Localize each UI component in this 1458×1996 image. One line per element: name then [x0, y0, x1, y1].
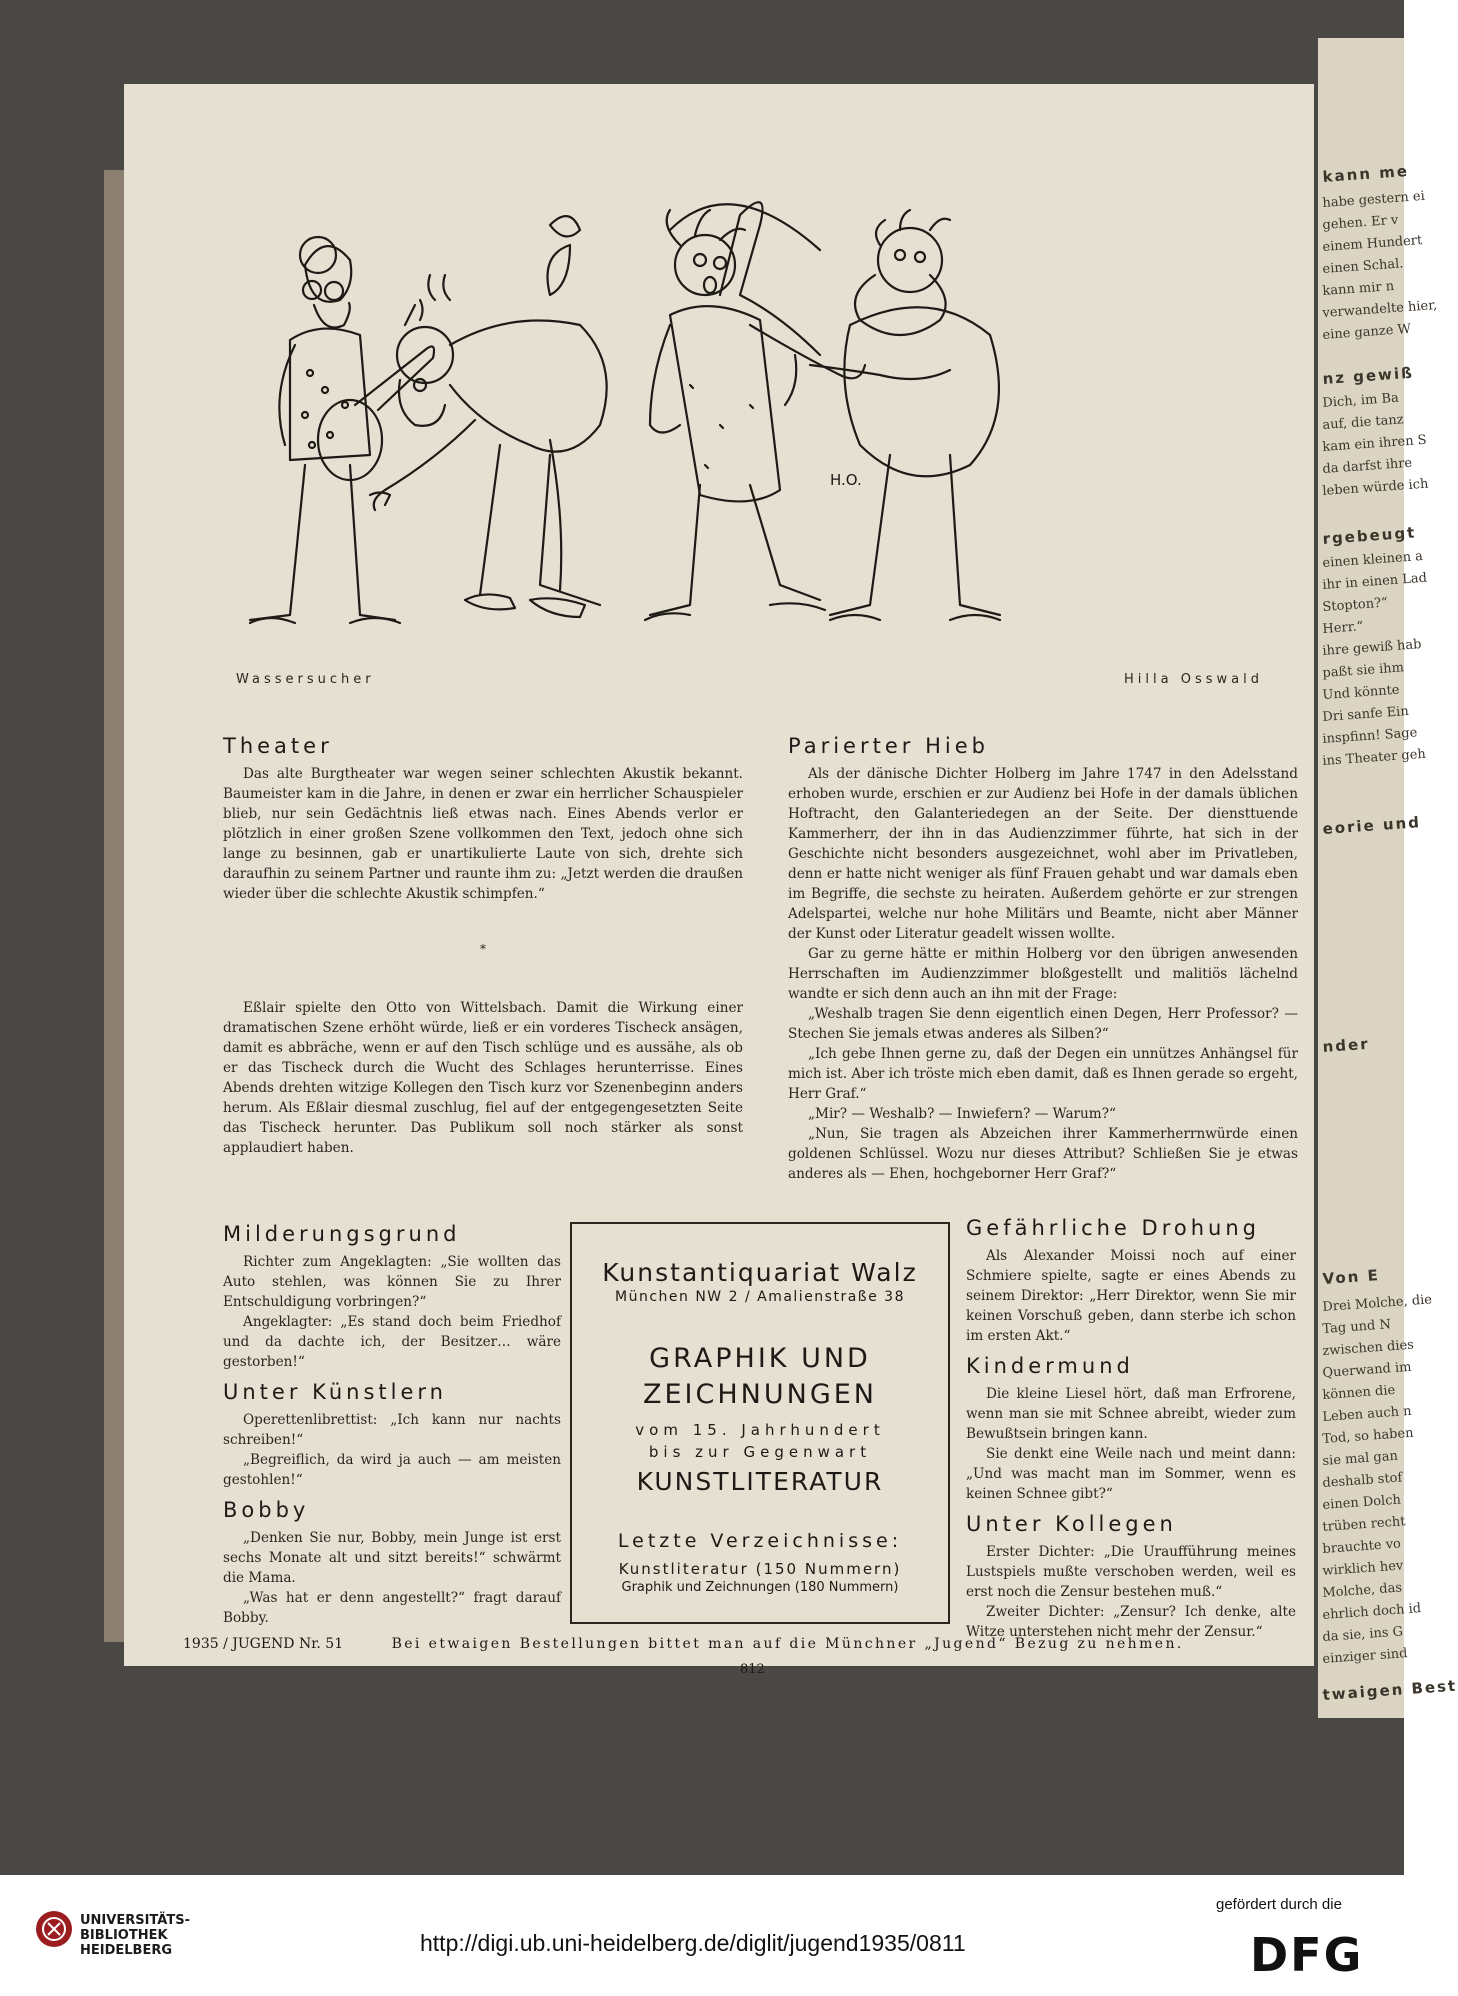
kuenstler-paragraph-2: „Begreiflich, da wird ja auch — am meisten gestohlen!“	[223, 1452, 561, 1488]
next-page-line: auf, die tanz	[1322, 412, 1405, 433]
caption-right: Hilla Osswald	[1124, 672, 1263, 687]
next-page-line: Dri sanfe Ein	[1322, 703, 1410, 725]
ad-kunstliteratur: KUNSTLITERATUR	[636, 1467, 884, 1496]
next-page-heading: kann me	[1322, 161, 1410, 186]
cartoon-illustration	[250, 205, 1250, 645]
source-url-link[interactable]: http://digi.ub.uni-heidelberg.de/diglit/jugend1935/0811	[420, 1930, 966, 1956]
next-page-line: deshalb stof	[1322, 1470, 1403, 1491]
parierter-paragraph-2: Gar zu gerne hätte er mithin Holberg vor den übrigen anwesenden Herrschaften im Audienzzimmer bloßgestellt und malitiös lächelnd wandte er sich denn auch an ihn mit der Frage:	[788, 946, 1298, 1002]
ad-headline-1: GRAPHIK UND	[649, 1343, 871, 1374]
next-page-line: Molche, das	[1322, 1580, 1403, 1601]
next-page-footer: twaigen Best	[1322, 1676, 1458, 1704]
next-page-line: einen kleinen a	[1322, 548, 1424, 571]
section-title-unter-kuenstlern: Unter Künstlern	[223, 1380, 447, 1404]
column-parierter-hieb	[788, 734, 1298, 1184]
next-page-line: ihre gewiß hab	[1322, 637, 1422, 659]
library-name-line-1: UNIVERSITÄTS-	[80, 1913, 190, 1928]
kindermund-paragraph-1: Die kleine Liesel hört, daß man Erfrorene, wenn man sie mit Schnee abreibt, wieder zum Bewußtsein bringen kann.	[966, 1386, 1296, 1442]
bobby-paragraph-2: „Was hat er denn angestellt?“ fragt darauf Bobby.	[223, 1590, 561, 1626]
parierter-paragraph-5: „Mir? — Weshalb? — Inwiefern? — Warum?“	[808, 1106, 1116, 1122]
section-title-theater: Theater	[223, 734, 333, 758]
adjacent-page	[1318, 38, 1458, 1718]
dfg-logo: DFG	[1250, 1928, 1364, 1982]
milderung-paragraph-2: Angeklagter: „Es stand doch beim Friedhof und da dachte ich, der Besitzer… wäre gestorben!“	[223, 1314, 561, 1370]
section-title-gefaehrliche-drohung: Gefährliche Drohung	[966, 1216, 1260, 1240]
next-page-line: gehen. Er v	[1322, 212, 1399, 233]
next-page-line: einziger sind	[1322, 1646, 1408, 1667]
binding-edge	[104, 170, 126, 1642]
library-name-line-3: HEIDELBERG	[80, 1943, 173, 1958]
milderung-paragraph-1: Richter zum Angeklagten: „Sie wollten das Auto stehlen, was können Sie zu Ihrer Entschuldigung vorbringen?“	[223, 1254, 561, 1310]
next-page-line: leben würde ich	[1322, 476, 1429, 499]
ad-period-1: vom 15. Jahrhundert	[635, 1421, 885, 1439]
column-lower-right	[966, 1216, 1296, 1642]
kollegen-paragraph-1: Erster Dichter: „Die Uraufführung meines Lustspiels mußte verschoben werden, weil es erst noch die Zensur bestehen muß.“	[966, 1544, 1296, 1600]
ad-company-name: Kunstantiquariat Walz	[602, 1258, 918, 1287]
next-page-line: Und könnte	[1322, 682, 1401, 703]
column-lower-left	[223, 1222, 561, 1628]
kuenstler-paragraph-1: Operettenlibrettist: „Ich kann nur nachts schreiben!“	[223, 1412, 561, 1448]
next-page-line: zwischen dies	[1322, 1337, 1415, 1359]
next-page-line: inspfinn! Sage	[1322, 725, 1418, 747]
next-page-line: brauchte vo	[1322, 1536, 1402, 1557]
ad-address: München NW 2 / Amalienstraße 38	[615, 1289, 905, 1305]
drohung-paragraph-1: Als Alexander Moissi noch auf einer Schmiere spielte, sagte er eines Abends zu seinem Direktor: „Herr Direktor, wenn Sie mir keinen Vorschuß geben, dann sterbe ich schon im ersten Akt.“	[966, 1248, 1296, 1344]
next-page-line: Tag und N	[1322, 1317, 1392, 1337]
kindermund-paragraph-2: Sie denkt eine Weile nach und meint dann: „Und was macht man im Sommer, wenn es keinen Schnee gibt?“	[966, 1446, 1296, 1502]
next-page-heading: Von E	[1322, 1266, 1381, 1288]
library-name	[80, 1913, 190, 1958]
illustration-signature: H.O.	[830, 471, 862, 489]
next-page-line: Querwand im	[1322, 1359, 1412, 1381]
separator-star: *	[480, 942, 486, 956]
ad-catalog-2: Graphik und Zeichnungen (180 Nummern)	[621, 1580, 899, 1595]
column-theater	[223, 734, 743, 1158]
theater-paragraph-2: Eßlair spielte den Otto von Wittelsbach. Damit die Wirkung einer dramatischen Szene erhöht würde, ließ er ein vorderes Tischeck ansägen, damit es abbräche, wenn er auf den Tisch schlüge und es aussähe, als ob er das Tischeck durch die Wucht des Schlages herunterrisse. Eines Abends drehten witzige Kollegen den Tisch kurz vor Szenenbeginn anders herum. Als Eßlair diesmal zuschlug, fiel auf der entgegengesetzten Seite das Tischeck herunter. Das Publikum soll noch stärker als sonst applaudiert haben.	[223, 1000, 743, 1156]
parierter-paragraph-6: „Nun, Sie tragen als Abzeichen ihrer Kammerherrnwürde einen goldenen Schlüssel. Wozu nur dieses Attribut? Schließen Sie je etwas anderes als — Ehen, hochgeborner Herr Graf?“	[788, 1126, 1298, 1182]
ad-catalog-1: Kunstliteratur (150 Nummern)	[618, 1560, 902, 1578]
caption-left: Wassersucher	[236, 672, 375, 687]
next-page-line: ihr in einen Lad	[1322, 570, 1428, 593]
ad-catalogs-heading: Letzte Verzeichnisse:	[617, 1530, 903, 1552]
section-title-parierter-hieb: Parierter Hieb	[788, 734, 989, 758]
next-page-line: habe gestern ei	[1322, 188, 1426, 211]
parierter-paragraph-4: „Ich gebe Ihnen gerne zu, daß der Degen ein unnützes Anhängsel für mich ist. Aber ich tröste mich eben damit, daß es Ihnen gerade so ergeht, Herr Graf.“	[788, 1046, 1298, 1102]
ad-period-2: bis zur Gegenwart	[648, 1443, 872, 1461]
next-page-line: trüben recht	[1322, 1514, 1406, 1535]
next-page-line: Drei Molche, die	[1322, 1292, 1433, 1315]
next-page-line: verwandelte hier,	[1322, 297, 1438, 321]
next-page-line: eine ganze W	[1322, 321, 1412, 343]
issue-label: 1935 / JUGEND Nr. 51	[183, 1636, 344, 1652]
next-page-line: da darfst ihre	[1322, 455, 1413, 477]
next-page-line: paßt sie ihm	[1322, 660, 1405, 681]
next-page-heading: eorie und	[1322, 813, 1422, 838]
next-page-line: können die	[1322, 1382, 1396, 1403]
section-title-kindermund: Kindermund	[966, 1354, 1134, 1378]
kollegen-paragraph-2: Zweiter Dichter: „Zensur? Ich denke, alte Witze unterstehen nicht mehr der Zensur.“	[966, 1604, 1296, 1640]
next-page-line: sie mal gan	[1322, 1448, 1399, 1469]
parierter-paragraph-3: „Weshalb tragen Sie denn eigentlich einen Degen, Herr Professor? — Stechen Sie jemals etwas anderes als Silben?“	[788, 1006, 1298, 1042]
page-number: 812	[740, 1662, 765, 1677]
next-page-line: ins Theater geh	[1322, 746, 1427, 769]
parierter-paragraph-1: Als der dänische Dichter Holberg im Jahre 1747 in den Adelsstand erhoben wurde, erschien er zur Audienz bei Hofe in der damals üblichen Hoftracht, den Galanteriedegen an der Seite. Der diensttuende Kammerherr, der ihn in das Audienzzimmer führte, hat sich in der Geschichte nicht besonders ausgezeichnet, wohl aber im Privatleben, denn er hatte nicht weniger als fünf Frauen gehabt und war damals eben im Begriffe, die sechste zu heiraten. Außerdem gehörte er zur strengen Adelspartei, welche nur hohe Militärs und Beamte, nicht aber Männer der Kunst oder Literatur geadelt wissen wollte.	[788, 766, 1298, 942]
next-page-line: kann mir n	[1322, 278, 1395, 299]
next-page-line: da sie, ins G	[1322, 1624, 1404, 1645]
next-page-line: einen Schal.	[1322, 256, 1404, 277]
next-page-line: Dich, im Ba	[1322, 390, 1400, 411]
next-page-line: Tod, so haben	[1322, 1425, 1415, 1447]
funding-label: gefördert durch die	[1216, 1896, 1342, 1913]
library-name-line-2: BIBLIOTHEK	[80, 1928, 168, 1943]
theater-paragraph-1: Das alte Burgtheater war wegen seiner schlechten Akustik bekannt. Baumeister kam in die Jahre, in denen er zwar ein herrlicher Schauspieler blieb, nur sein Gedächtnis ließ etwas nach. Eines Abends verlor er plötzlich in einer großen Szene vollkommen den Text, jedoch ohne sich lange zu besinnen, gab er unartikulierte Laute von sich, drehte sich daraufhin zu seinem Partner und raunte ihm zu: „Jetzt werden die draußen wieder über die schlechte Akustik schimpfen.“	[223, 766, 743, 902]
section-title-milderungsgrund: Milderungsgrund	[223, 1222, 461, 1246]
next-page-line: ehrlich doch id	[1322, 1601, 1422, 1623]
next-page-heading: nder	[1322, 1034, 1371, 1056]
bobby-paragraph-1: „Denken Sie nur, Bobby, mein Junge ist erst sechs Monate alt und sitzt bereits!“ schwärmt die Mama.	[223, 1530, 561, 1586]
next-page-heading: rgebeugt	[1322, 523, 1417, 548]
next-page-line: Herr.“	[1322, 619, 1364, 637]
ad-headline-2: ZEICHNUNGEN	[642, 1379, 877, 1410]
next-page-line: wirklich hev	[1322, 1558, 1404, 1579]
next-page-line: einem Hundert	[1322, 233, 1423, 255]
page-footer	[183, 1636, 1313, 1652]
next-page-line: Leben auch n	[1322, 1403, 1412, 1425]
section-title-bobby: Bobby	[223, 1498, 310, 1522]
next-page-line: einen Dolch	[1322, 1492, 1402, 1513]
advertisement-box	[570, 1222, 950, 1624]
library-seal-icon	[34, 1909, 74, 1949]
next-page-line: Stopton?“	[1322, 595, 1389, 615]
next-page-heading: nz gewiß	[1322, 363, 1415, 388]
order-note: Bei etwaigen Bestellungen bittet man auf die Münchner „Jugend“ Bezug zu nehmen.	[391, 1636, 1184, 1652]
section-title-unter-kollegen: Unter Kollegen	[966, 1512, 1177, 1536]
next-page-line: kam ein ihren S	[1322, 432, 1428, 455]
